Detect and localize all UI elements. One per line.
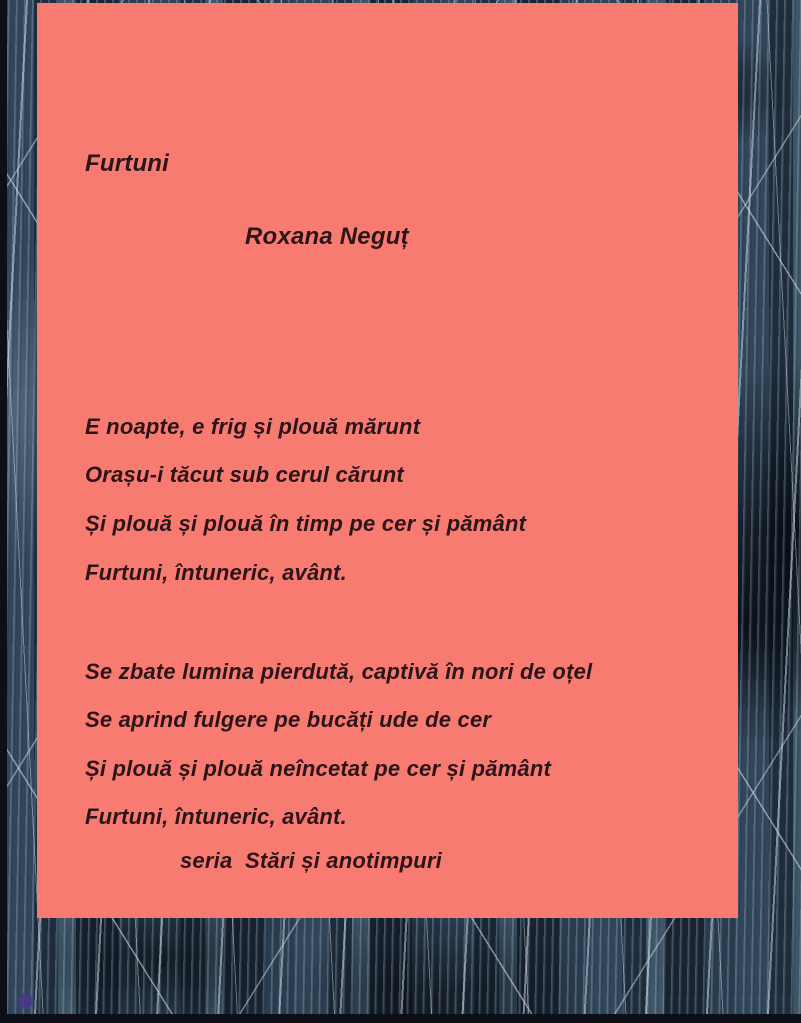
series-label: seria Stări și anotimpuri xyxy=(180,848,442,873)
stanza1-line3: Și plouă și plouă în timp pe cer și pământ xyxy=(85,511,527,536)
left-edge-bar xyxy=(0,0,7,1023)
bottom-edge-bar xyxy=(0,1014,801,1023)
stanza1-line1: E noapte, e frig și plouă mărunt xyxy=(85,414,421,439)
stanza1-line2: Orașu-i tăcut sub cerul cărunt xyxy=(85,462,404,487)
stanza2-line3: Și plouă și plouă neîncetat pe cer și pământ xyxy=(85,756,552,781)
stanza2-line4: Furtuni, întuneric, avânt. xyxy=(85,804,347,829)
stanza1-line4: Furtuni, întuneric, avânt. xyxy=(85,560,347,585)
poem-author: Roxana Neguț xyxy=(245,223,409,250)
purple-speck xyxy=(18,993,33,1009)
stanza2-line2: Se aprind fulgere pe bucăți ude de cer xyxy=(85,707,492,732)
poem-card xyxy=(37,3,738,918)
poem-title: Furtuni xyxy=(85,150,170,177)
stanza2-line1: Se zbate lumina pierdută, captivă în nori de oțel xyxy=(85,659,593,684)
